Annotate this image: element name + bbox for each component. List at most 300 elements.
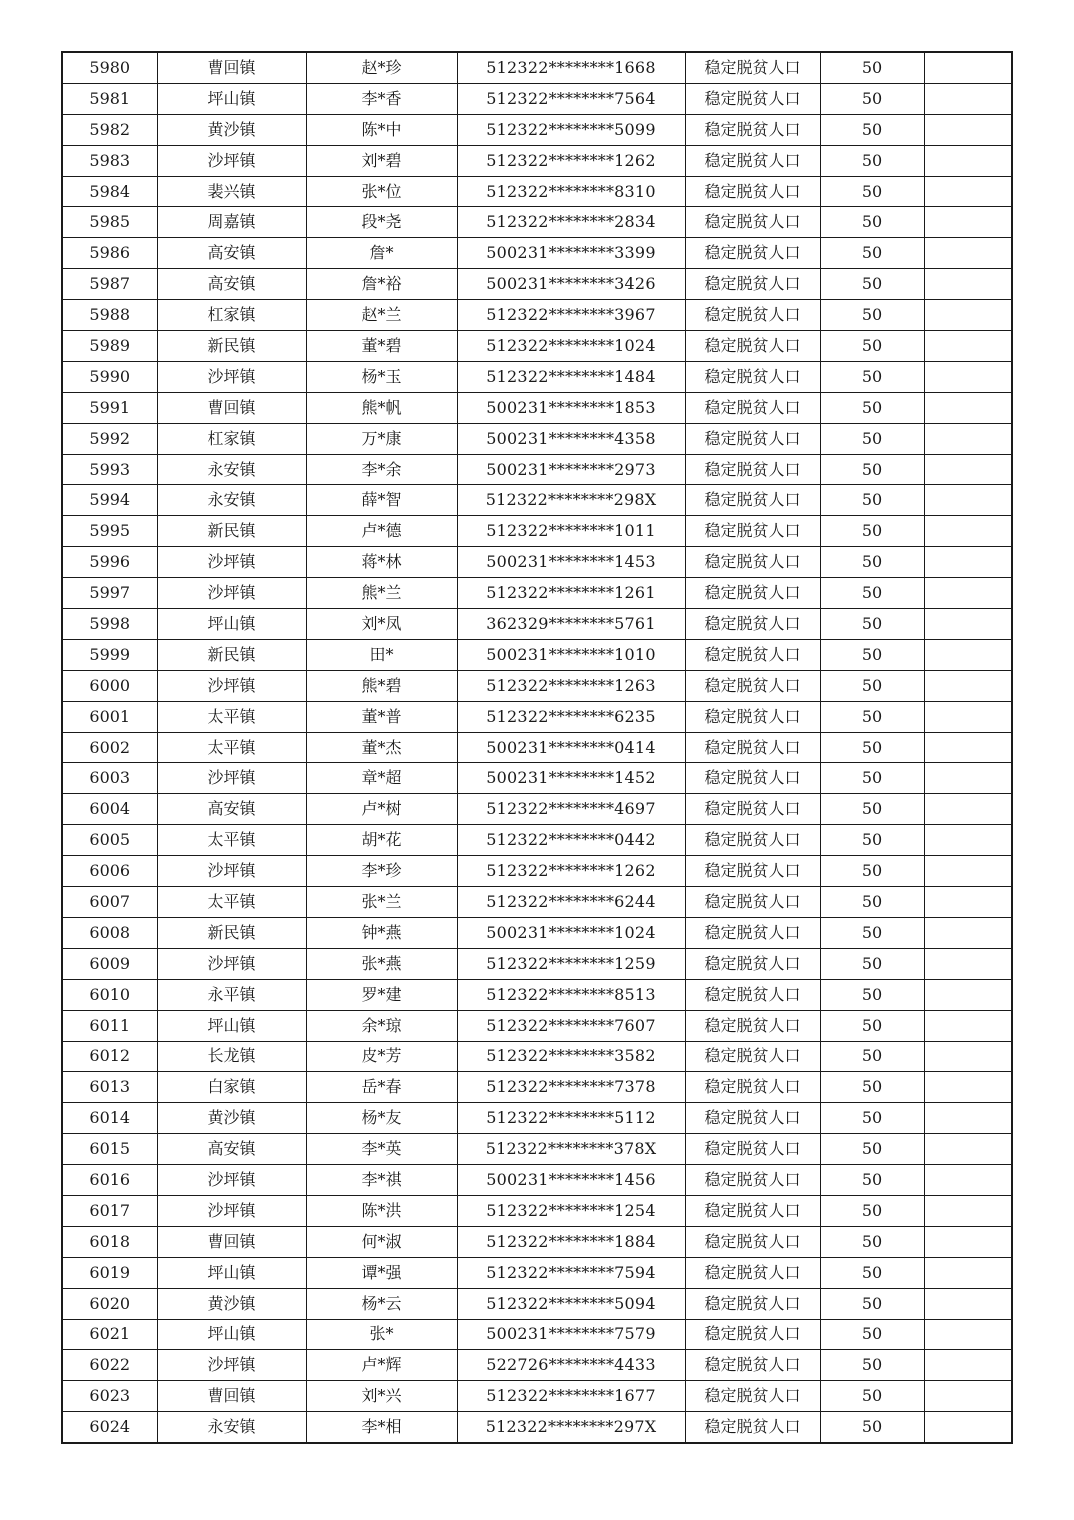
table-row — [62, 1103, 1012, 1134]
cell-name: 万*康 — [306, 423, 457, 454]
cell-remark — [924, 1072, 1012, 1103]
cell-remark — [924, 238, 1012, 269]
cell-name: 何*淑 — [306, 1226, 457, 1257]
cell-amount: 50 — [820, 578, 924, 609]
cell-serial: 6015 — [62, 1134, 157, 1165]
cell-id-number: 512322********7378 — [457, 1072, 685, 1103]
cell-serial: 5982 — [62, 114, 157, 145]
cell-id-number: 512322********1254 — [457, 1195, 685, 1226]
cell-amount: 50 — [820, 485, 924, 516]
cell-serial: 6004 — [62, 794, 157, 825]
cell-amount: 50 — [820, 825, 924, 856]
cell-town: 杠家镇 — [157, 300, 306, 331]
cell-serial: 5984 — [62, 176, 157, 207]
cell-name: 段*尧 — [306, 207, 457, 238]
table-row — [62, 1072, 1012, 1103]
cell-amount: 50 — [820, 114, 924, 145]
cell-id-number: 500231********3426 — [457, 269, 685, 300]
table-row — [62, 917, 1012, 948]
cell-amount: 50 — [820, 701, 924, 732]
cell-name: 张* — [306, 1319, 457, 1350]
cell-name: 卢*德 — [306, 516, 457, 547]
cell-town: 沙坪镇 — [157, 1350, 306, 1381]
cell-name: 董*杰 — [306, 732, 457, 763]
cell-town: 沙坪镇 — [157, 856, 306, 887]
cell-serial: 6013 — [62, 1072, 157, 1103]
cell-category: 稳定脱贫人口 — [685, 423, 820, 454]
cell-serial: 5991 — [62, 392, 157, 423]
cell-amount: 50 — [820, 639, 924, 670]
cell-town: 沙坪镇 — [157, 361, 306, 392]
cell-category: 稳定脱贫人口 — [685, 1226, 820, 1257]
cell-amount: 50 — [820, 454, 924, 485]
cell-remark — [924, 1165, 1012, 1196]
cell-name: 杨*玉 — [306, 361, 457, 392]
cell-category: 稳定脱贫人口 — [685, 176, 820, 207]
cell-name: 李*英 — [306, 1134, 457, 1165]
cell-town: 坪山镇 — [157, 609, 306, 640]
cell-amount: 50 — [820, 1010, 924, 1041]
cell-town: 永平镇 — [157, 979, 306, 1010]
cell-remark — [924, 609, 1012, 640]
cell-remark — [924, 331, 1012, 362]
cell-town: 黄沙镇 — [157, 1288, 306, 1319]
table-row — [62, 578, 1012, 609]
cell-id-number: 362329********5761 — [457, 609, 685, 640]
cell-id-number: 512322********297X — [457, 1412, 685, 1443]
table-row — [62, 392, 1012, 423]
cell-name: 陈*中 — [306, 114, 457, 145]
cell-id-number: 500231********1010 — [457, 639, 685, 670]
cell-amount: 50 — [820, 979, 924, 1010]
cell-town: 曹回镇 — [157, 52, 306, 83]
cell-category: 稳定脱贫人口 — [685, 1103, 820, 1134]
cell-remark — [924, 207, 1012, 238]
cell-serial: 6024 — [62, 1412, 157, 1443]
table-row — [62, 454, 1012, 485]
cell-serial: 6014 — [62, 1103, 157, 1134]
cell-serial: 6021 — [62, 1319, 157, 1350]
cell-category: 稳定脱贫人口 — [685, 763, 820, 794]
cell-name: 胡*花 — [306, 825, 457, 856]
cell-name: 谭*强 — [306, 1257, 457, 1288]
cell-category: 稳定脱贫人口 — [685, 1381, 820, 1412]
cell-amount: 50 — [820, 516, 924, 547]
cell-amount: 50 — [820, 1319, 924, 1350]
table-row — [62, 979, 1012, 1010]
cell-id-number: 500231********3399 — [457, 238, 685, 269]
cell-remark — [924, 1288, 1012, 1319]
cell-amount: 50 — [820, 948, 924, 979]
cell-category: 稳定脱贫人口 — [685, 578, 820, 609]
table-row — [62, 1195, 1012, 1226]
cell-remark — [924, 763, 1012, 794]
table-row — [62, 300, 1012, 331]
cell-serial: 5989 — [62, 331, 157, 362]
table-row — [62, 701, 1012, 732]
cell-remark — [924, 1010, 1012, 1041]
cell-town: 高安镇 — [157, 269, 306, 300]
cell-amount: 50 — [820, 207, 924, 238]
cell-category: 稳定脱贫人口 — [685, 609, 820, 640]
cell-category: 稳定脱贫人口 — [685, 1412, 820, 1443]
cell-name: 刘*碧 — [306, 145, 457, 176]
table-row — [62, 948, 1012, 979]
cell-remark — [924, 176, 1012, 207]
cell-id-number: 512322********1263 — [457, 670, 685, 701]
table-row — [62, 639, 1012, 670]
cell-serial: 6016 — [62, 1165, 157, 1196]
cell-remark — [924, 639, 1012, 670]
cell-serial: 6012 — [62, 1041, 157, 1072]
cell-serial: 6022 — [62, 1350, 157, 1381]
cell-id-number: 500231********4358 — [457, 423, 685, 454]
cell-name: 蒋*林 — [306, 547, 457, 578]
cell-id-number: 512322********7594 — [457, 1257, 685, 1288]
cell-serial: 6017 — [62, 1195, 157, 1226]
cell-name: 李*祺 — [306, 1165, 457, 1196]
cell-town: 曹回镇 — [157, 1226, 306, 1257]
cell-category: 稳定脱贫人口 — [685, 732, 820, 763]
cell-serial: 5988 — [62, 300, 157, 331]
cell-remark — [924, 52, 1012, 83]
cell-remark — [924, 1103, 1012, 1134]
cell-amount: 50 — [820, 917, 924, 948]
cell-amount: 50 — [820, 1350, 924, 1381]
cell-id-number: 512322********2834 — [457, 207, 685, 238]
table-body — [62, 52, 1012, 1443]
document-page — [61, 51, 1011, 1444]
cell-serial: 6007 — [62, 887, 157, 918]
table-row — [62, 1226, 1012, 1257]
cell-town: 沙坪镇 — [157, 145, 306, 176]
cell-category: 稳定脱贫人口 — [685, 1195, 820, 1226]
cell-name: 余*琼 — [306, 1010, 457, 1041]
cell-name: 熊*碧 — [306, 670, 457, 701]
table-row — [62, 763, 1012, 794]
table-row — [62, 145, 1012, 176]
cell-remark — [924, 300, 1012, 331]
cell-name: 詹* — [306, 238, 457, 269]
cell-category: 稳定脱贫人口 — [685, 1350, 820, 1381]
cell-remark — [924, 887, 1012, 918]
table-row — [62, 52, 1012, 83]
cell-id-number: 512322********1024 — [457, 331, 685, 362]
cell-id-number: 512322********378X — [457, 1134, 685, 1165]
cell-town: 永安镇 — [157, 1412, 306, 1443]
cell-category: 稳定脱贫人口 — [685, 207, 820, 238]
cell-id-number: 522726********4433 — [457, 1350, 685, 1381]
cell-amount: 50 — [820, 1165, 924, 1196]
cell-serial: 6023 — [62, 1381, 157, 1412]
cell-serial: 5983 — [62, 145, 157, 176]
table-row — [62, 83, 1012, 114]
cell-category: 稳定脱贫人口 — [685, 1134, 820, 1165]
cell-name: 薛*智 — [306, 485, 457, 516]
cell-category: 稳定脱贫人口 — [685, 794, 820, 825]
cell-serial: 5995 — [62, 516, 157, 547]
table-row — [62, 516, 1012, 547]
cell-category: 稳定脱贫人口 — [685, 825, 820, 856]
cell-category: 稳定脱贫人口 — [685, 145, 820, 176]
cell-category: 稳定脱贫人口 — [685, 114, 820, 145]
cell-name: 卢*树 — [306, 794, 457, 825]
table-row — [62, 1381, 1012, 1412]
cell-name: 刘*兴 — [306, 1381, 457, 1412]
cell-amount: 50 — [820, 1257, 924, 1288]
cell-remark — [924, 1412, 1012, 1443]
table-row — [62, 423, 1012, 454]
cell-id-number: 500231********1453 — [457, 547, 685, 578]
cell-name: 张*兰 — [306, 887, 457, 918]
cell-town: 新民镇 — [157, 516, 306, 547]
cell-id-number: 512322********8513 — [457, 979, 685, 1010]
cell-serial: 5985 — [62, 207, 157, 238]
cell-name: 田* — [306, 639, 457, 670]
table-row — [62, 331, 1012, 362]
cell-name: 赵*兰 — [306, 300, 457, 331]
table-row — [62, 1041, 1012, 1072]
cell-town: 坪山镇 — [157, 1319, 306, 1350]
cell-town: 曹回镇 — [157, 392, 306, 423]
cell-amount: 50 — [820, 1412, 924, 1443]
cell-amount: 50 — [820, 361, 924, 392]
cell-id-number: 512322********5099 — [457, 114, 685, 145]
cell-amount: 50 — [820, 392, 924, 423]
table-row — [62, 1288, 1012, 1319]
table-row — [62, 176, 1012, 207]
cell-name: 李*香 — [306, 83, 457, 114]
cell-amount: 50 — [820, 1041, 924, 1072]
cell-town: 黄沙镇 — [157, 1103, 306, 1134]
cell-town: 新民镇 — [157, 917, 306, 948]
cell-town: 太平镇 — [157, 732, 306, 763]
cell-id-number: 500231********0414 — [457, 732, 685, 763]
cell-amount: 50 — [820, 269, 924, 300]
cell-id-number: 512322********1262 — [457, 856, 685, 887]
cell-id-number: 500231********2973 — [457, 454, 685, 485]
cell-amount: 50 — [820, 423, 924, 454]
table-row — [62, 609, 1012, 640]
cell-town: 沙坪镇 — [157, 1195, 306, 1226]
table-row — [62, 732, 1012, 763]
cell-category: 稳定脱贫人口 — [685, 1041, 820, 1072]
cell-remark — [924, 856, 1012, 887]
cell-remark — [924, 114, 1012, 145]
cell-town: 坪山镇 — [157, 1257, 306, 1288]
table-row — [62, 1319, 1012, 1350]
cell-town: 白家镇 — [157, 1072, 306, 1103]
table-row — [62, 1165, 1012, 1196]
cell-town: 杠家镇 — [157, 423, 306, 454]
cell-name: 董*碧 — [306, 331, 457, 362]
cell-town: 坪山镇 — [157, 83, 306, 114]
cell-remark — [924, 361, 1012, 392]
cell-remark — [924, 917, 1012, 948]
cell-amount: 50 — [820, 856, 924, 887]
cell-amount: 50 — [820, 670, 924, 701]
cell-name: 李*相 — [306, 1412, 457, 1443]
cell-category: 稳定脱贫人口 — [685, 1288, 820, 1319]
cell-town: 高安镇 — [157, 794, 306, 825]
cell-id-number: 500231********1024 — [457, 917, 685, 948]
cell-town: 沙坪镇 — [157, 578, 306, 609]
cell-remark — [924, 670, 1012, 701]
cell-category: 稳定脱贫人口 — [685, 917, 820, 948]
cell-id-number: 512322********0442 — [457, 825, 685, 856]
cell-amount: 50 — [820, 763, 924, 794]
cell-serial: 5996 — [62, 547, 157, 578]
cell-category: 稳定脱贫人口 — [685, 856, 820, 887]
cell-serial: 6011 — [62, 1010, 157, 1041]
cell-name: 熊*兰 — [306, 578, 457, 609]
cell-town: 高安镇 — [157, 1134, 306, 1165]
cell-remark — [924, 454, 1012, 485]
cell-category: 稳定脱贫人口 — [685, 701, 820, 732]
cell-id-number: 512322********1262 — [457, 145, 685, 176]
cell-category: 稳定脱贫人口 — [685, 300, 820, 331]
cell-amount: 50 — [820, 300, 924, 331]
cell-serial: 5986 — [62, 238, 157, 269]
cell-category: 稳定脱贫人口 — [685, 516, 820, 547]
cell-serial: 6000 — [62, 670, 157, 701]
cell-remark — [924, 701, 1012, 732]
cell-category: 稳定脱贫人口 — [685, 887, 820, 918]
cell-town: 沙坪镇 — [157, 948, 306, 979]
cell-id-number: 512322********5112 — [457, 1103, 685, 1134]
cell-serial: 6009 — [62, 948, 157, 979]
cell-category: 稳定脱贫人口 — [685, 1319, 820, 1350]
cell-category: 稳定脱贫人口 — [685, 670, 820, 701]
table-row — [62, 1350, 1012, 1381]
cell-id-number: 512322********1484 — [457, 361, 685, 392]
cell-serial: 5987 — [62, 269, 157, 300]
cell-amount: 50 — [820, 1103, 924, 1134]
cell-town: 太平镇 — [157, 825, 306, 856]
cell-amount: 50 — [820, 732, 924, 763]
cell-name: 杨*友 — [306, 1103, 457, 1134]
cell-category: 稳定脱贫人口 — [685, 1165, 820, 1196]
cell-remark — [924, 1319, 1012, 1350]
cell-category: 稳定脱贫人口 — [685, 979, 820, 1010]
cell-id-number: 500231********1452 — [457, 763, 685, 794]
cell-serial: 5990 — [62, 361, 157, 392]
cell-remark — [924, 1381, 1012, 1412]
cell-remark — [924, 732, 1012, 763]
cell-town: 裴兴镇 — [157, 176, 306, 207]
cell-town: 永安镇 — [157, 454, 306, 485]
table-row — [62, 485, 1012, 516]
cell-remark — [924, 145, 1012, 176]
cell-id-number: 500231********1853 — [457, 392, 685, 423]
cell-town: 新民镇 — [157, 331, 306, 362]
cell-amount: 50 — [820, 145, 924, 176]
cell-amount: 50 — [820, 794, 924, 825]
cell-name: 熊*帆 — [306, 392, 457, 423]
cell-town: 黄沙镇 — [157, 114, 306, 145]
cell-remark — [924, 1350, 1012, 1381]
cell-serial: 5994 — [62, 485, 157, 516]
table-row — [62, 238, 1012, 269]
cell-remark — [924, 392, 1012, 423]
cell-id-number: 512322********1884 — [457, 1226, 685, 1257]
cell-id-number: 500231********7579 — [457, 1319, 685, 1350]
cell-remark — [924, 485, 1012, 516]
cell-remark — [924, 578, 1012, 609]
cell-serial: 6002 — [62, 732, 157, 763]
cell-serial: 6018 — [62, 1226, 157, 1257]
cell-name: 陈*洪 — [306, 1195, 457, 1226]
cell-id-number: 512322********1677 — [457, 1381, 685, 1412]
cell-category: 稳定脱贫人口 — [685, 361, 820, 392]
cell-amount: 50 — [820, 547, 924, 578]
cell-id-number: 512322********8310 — [457, 176, 685, 207]
cell-remark — [924, 794, 1012, 825]
cell-category: 稳定脱贫人口 — [685, 948, 820, 979]
cell-id-number: 512322********1259 — [457, 948, 685, 979]
cell-category: 稳定脱贫人口 — [685, 1257, 820, 1288]
table-row — [62, 361, 1012, 392]
cell-category: 稳定脱贫人口 — [685, 1072, 820, 1103]
cell-amount: 50 — [820, 887, 924, 918]
cell-name: 李*珍 — [306, 856, 457, 887]
cell-name: 赵*珍 — [306, 52, 457, 83]
table-row — [62, 887, 1012, 918]
table-row — [62, 114, 1012, 145]
cell-name: 皮*芳 — [306, 1041, 457, 1072]
cell-remark — [924, 1226, 1012, 1257]
cell-serial: 5997 — [62, 578, 157, 609]
cell-serial: 6008 — [62, 917, 157, 948]
cell-id-number: 512322********3582 — [457, 1041, 685, 1072]
cell-name: 卢*辉 — [306, 1350, 457, 1381]
cell-serial: 5998 — [62, 609, 157, 640]
cell-remark — [924, 516, 1012, 547]
cell-remark — [924, 1257, 1012, 1288]
beneficiary-table — [61, 51, 1013, 1444]
cell-name: 钟*燕 — [306, 917, 457, 948]
table-row — [62, 547, 1012, 578]
cell-amount: 50 — [820, 1381, 924, 1412]
cell-town: 沙坪镇 — [157, 1165, 306, 1196]
cell-name: 李*余 — [306, 454, 457, 485]
cell-name: 张*位 — [306, 176, 457, 207]
cell-id-number: 512322********3967 — [457, 300, 685, 331]
table-row — [62, 794, 1012, 825]
cell-name: 岳*春 — [306, 1072, 457, 1103]
cell-remark — [924, 547, 1012, 578]
cell-name: 刘*凤 — [306, 609, 457, 640]
cell-amount: 50 — [820, 83, 924, 114]
cell-remark — [924, 979, 1012, 1010]
cell-town: 太平镇 — [157, 887, 306, 918]
table-row — [62, 207, 1012, 238]
cell-serial: 5993 — [62, 454, 157, 485]
cell-amount: 50 — [820, 1226, 924, 1257]
cell-id-number: 512322********5094 — [457, 1288, 685, 1319]
cell-remark — [924, 269, 1012, 300]
cell-id-number: 512322********7564 — [457, 83, 685, 114]
cell-remark — [924, 1195, 1012, 1226]
cell-serial: 5981 — [62, 83, 157, 114]
cell-category: 稳定脱贫人口 — [685, 547, 820, 578]
cell-amount: 50 — [820, 176, 924, 207]
cell-remark — [924, 948, 1012, 979]
cell-category: 稳定脱贫人口 — [685, 238, 820, 269]
cell-town: 沙坪镇 — [157, 670, 306, 701]
cell-serial: 6020 — [62, 1288, 157, 1319]
cell-category: 稳定脱贫人口 — [685, 392, 820, 423]
